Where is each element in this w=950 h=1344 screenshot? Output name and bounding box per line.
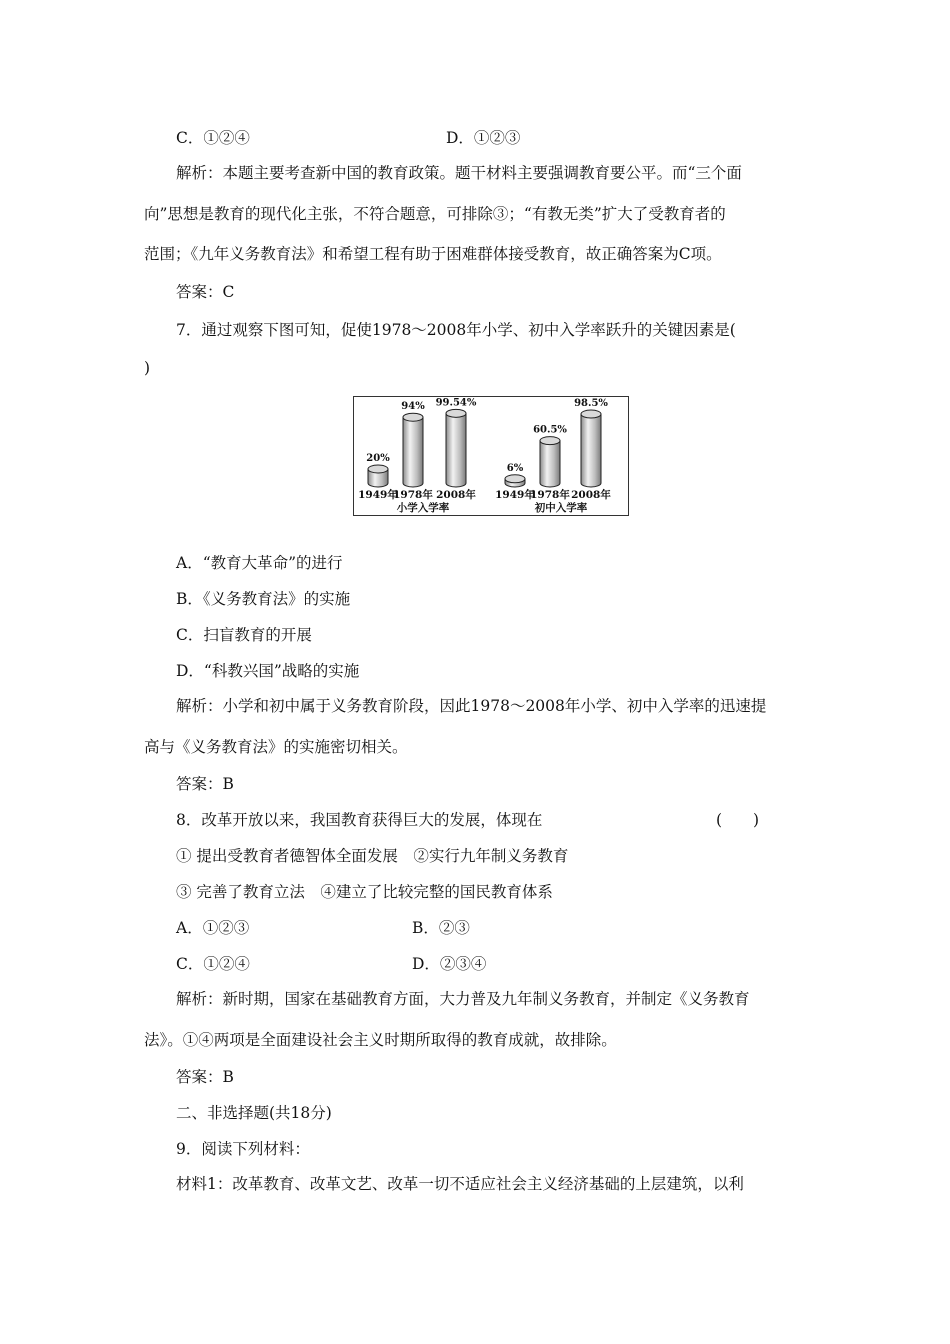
- section-heading: 二、非选择题(共18分): [176, 1104, 332, 1122]
- bar-primary-2008年: [446, 413, 466, 487]
- bar-top-primary-2: [446, 409, 466, 417]
- q6-option-d: D．①②③: [446, 129, 521, 147]
- q8-option-b: B．②③: [412, 919, 470, 937]
- bar-top-primary-1: [403, 413, 423, 421]
- bar-top-primary-0: [368, 465, 388, 473]
- bar-primary-1978年: [403, 417, 423, 487]
- bar-top-junior-2: [581, 410, 601, 418]
- q7-option-c: C．扫盲教育的开展: [176, 626, 312, 644]
- year-label-primary-0: 1949年: [358, 489, 398, 501]
- year-label-junior-0: 1949年: [495, 489, 535, 501]
- q7-option-a: A．“教育大革命”的进行: [176, 554, 343, 572]
- q7-option-b: B．《义务教育法》的实施: [176, 590, 351, 608]
- q6-analysis-line-1: 解析：本题主要考查新中国的教育政策。题干材料主要强调教育要公平。而“三个面: [176, 164, 742, 182]
- bar-top-junior-0: [505, 475, 525, 483]
- q7-analysis-line-1: 解析：小学和初中属于义务教育阶段，因此1978～2008年小学、初中入学率的迅速提: [176, 697, 767, 715]
- q7-stem-line-2: ): [144, 359, 151, 377]
- q9-material-1: 材料1：改革教育、改革文艺、改革一切不适应社会主义经济基础的上层建筑，以利: [176, 1175, 744, 1193]
- q6-answer: 答案：C: [176, 283, 235, 301]
- bar-junior-2008年: [581, 414, 601, 487]
- enrollment-rate-chart: [353, 396, 629, 516]
- q6-analysis-line-3: 范围；《九年义务教育法》和希望工程有助于困难群体接受教育，故正确答案为C项。: [144, 245, 722, 263]
- q8-stem: 8．改革开放以来，我国教育获得巨大的发展，体现在: [176, 811, 543, 829]
- value-label-primary-2: 99.54%: [435, 397, 477, 409]
- q8-answer-blank: ( ): [716, 811, 760, 829]
- year-label-primary-2: 2008年: [436, 489, 476, 501]
- year-label-junior-1: 1978年: [530, 489, 570, 501]
- value-label-junior-1: 60.5%: [533, 424, 567, 436]
- q6-analysis-line-2: 向”思想是教育的现代化主张，不符合题意，可排除③；“有教无类”扩大了受教育者的: [144, 205, 726, 223]
- group-label-primary: 小学入学率: [396, 502, 450, 514]
- q7-stem-line-1: 7．通过观察下图可知，促使1978～2008年小学、初中入学率跃升的关键因素是(: [176, 321, 736, 339]
- value-label-junior-2: 98.5%: [574, 398, 608, 410]
- group-label-junior: 初中入学率: [534, 502, 588, 514]
- q8-analysis-line-1: 解析：新时期，国家在基础教育方面，大力普及九年制义务教育，并制定《义务教育: [176, 990, 750, 1008]
- year-label-primary-1: 1978年: [393, 489, 433, 501]
- q7-analysis-line-2: 高与《义务教育法》的实施密切相关。: [144, 738, 408, 756]
- enrollment-rate-chart-svg: [354, 397, 628, 515]
- value-label-junior-0: 6%: [506, 462, 524, 474]
- bar-top-junior-1: [540, 437, 560, 445]
- q8-answer: 答案：B: [176, 1068, 234, 1086]
- q6-option-c: C．①②④: [176, 129, 250, 147]
- value-label-primary-1: 94%: [401, 401, 425, 413]
- q8-items-3-4: ③ 完善了教育立法 ④建立了比较完整的国民教育体系: [176, 883, 553, 901]
- q7-answer: 答案：B: [176, 775, 234, 793]
- q9-stem: 9．阅读下列材料：: [176, 1140, 310, 1158]
- bar-junior-1978年: [540, 441, 560, 487]
- q8-option-d: D．②③④: [412, 955, 487, 973]
- q8-option-c: C．①②④: [176, 955, 250, 973]
- year-label-junior-2: 2008年: [571, 489, 611, 501]
- q8-analysis-line-2: 法》。①④两项是全面建设社会主义时期所取得的教育成就，故排除。: [144, 1031, 617, 1049]
- q8-items-1-2: ① 提出受教育者德智体全面发展 ②实行九年制义务教育: [176, 847, 569, 865]
- value-label-primary-0: 20%: [366, 453, 390, 464]
- q7-option-d: D．“科教兴国”战略的实施: [176, 662, 360, 680]
- q8-option-a: A．①②③: [176, 919, 250, 937]
